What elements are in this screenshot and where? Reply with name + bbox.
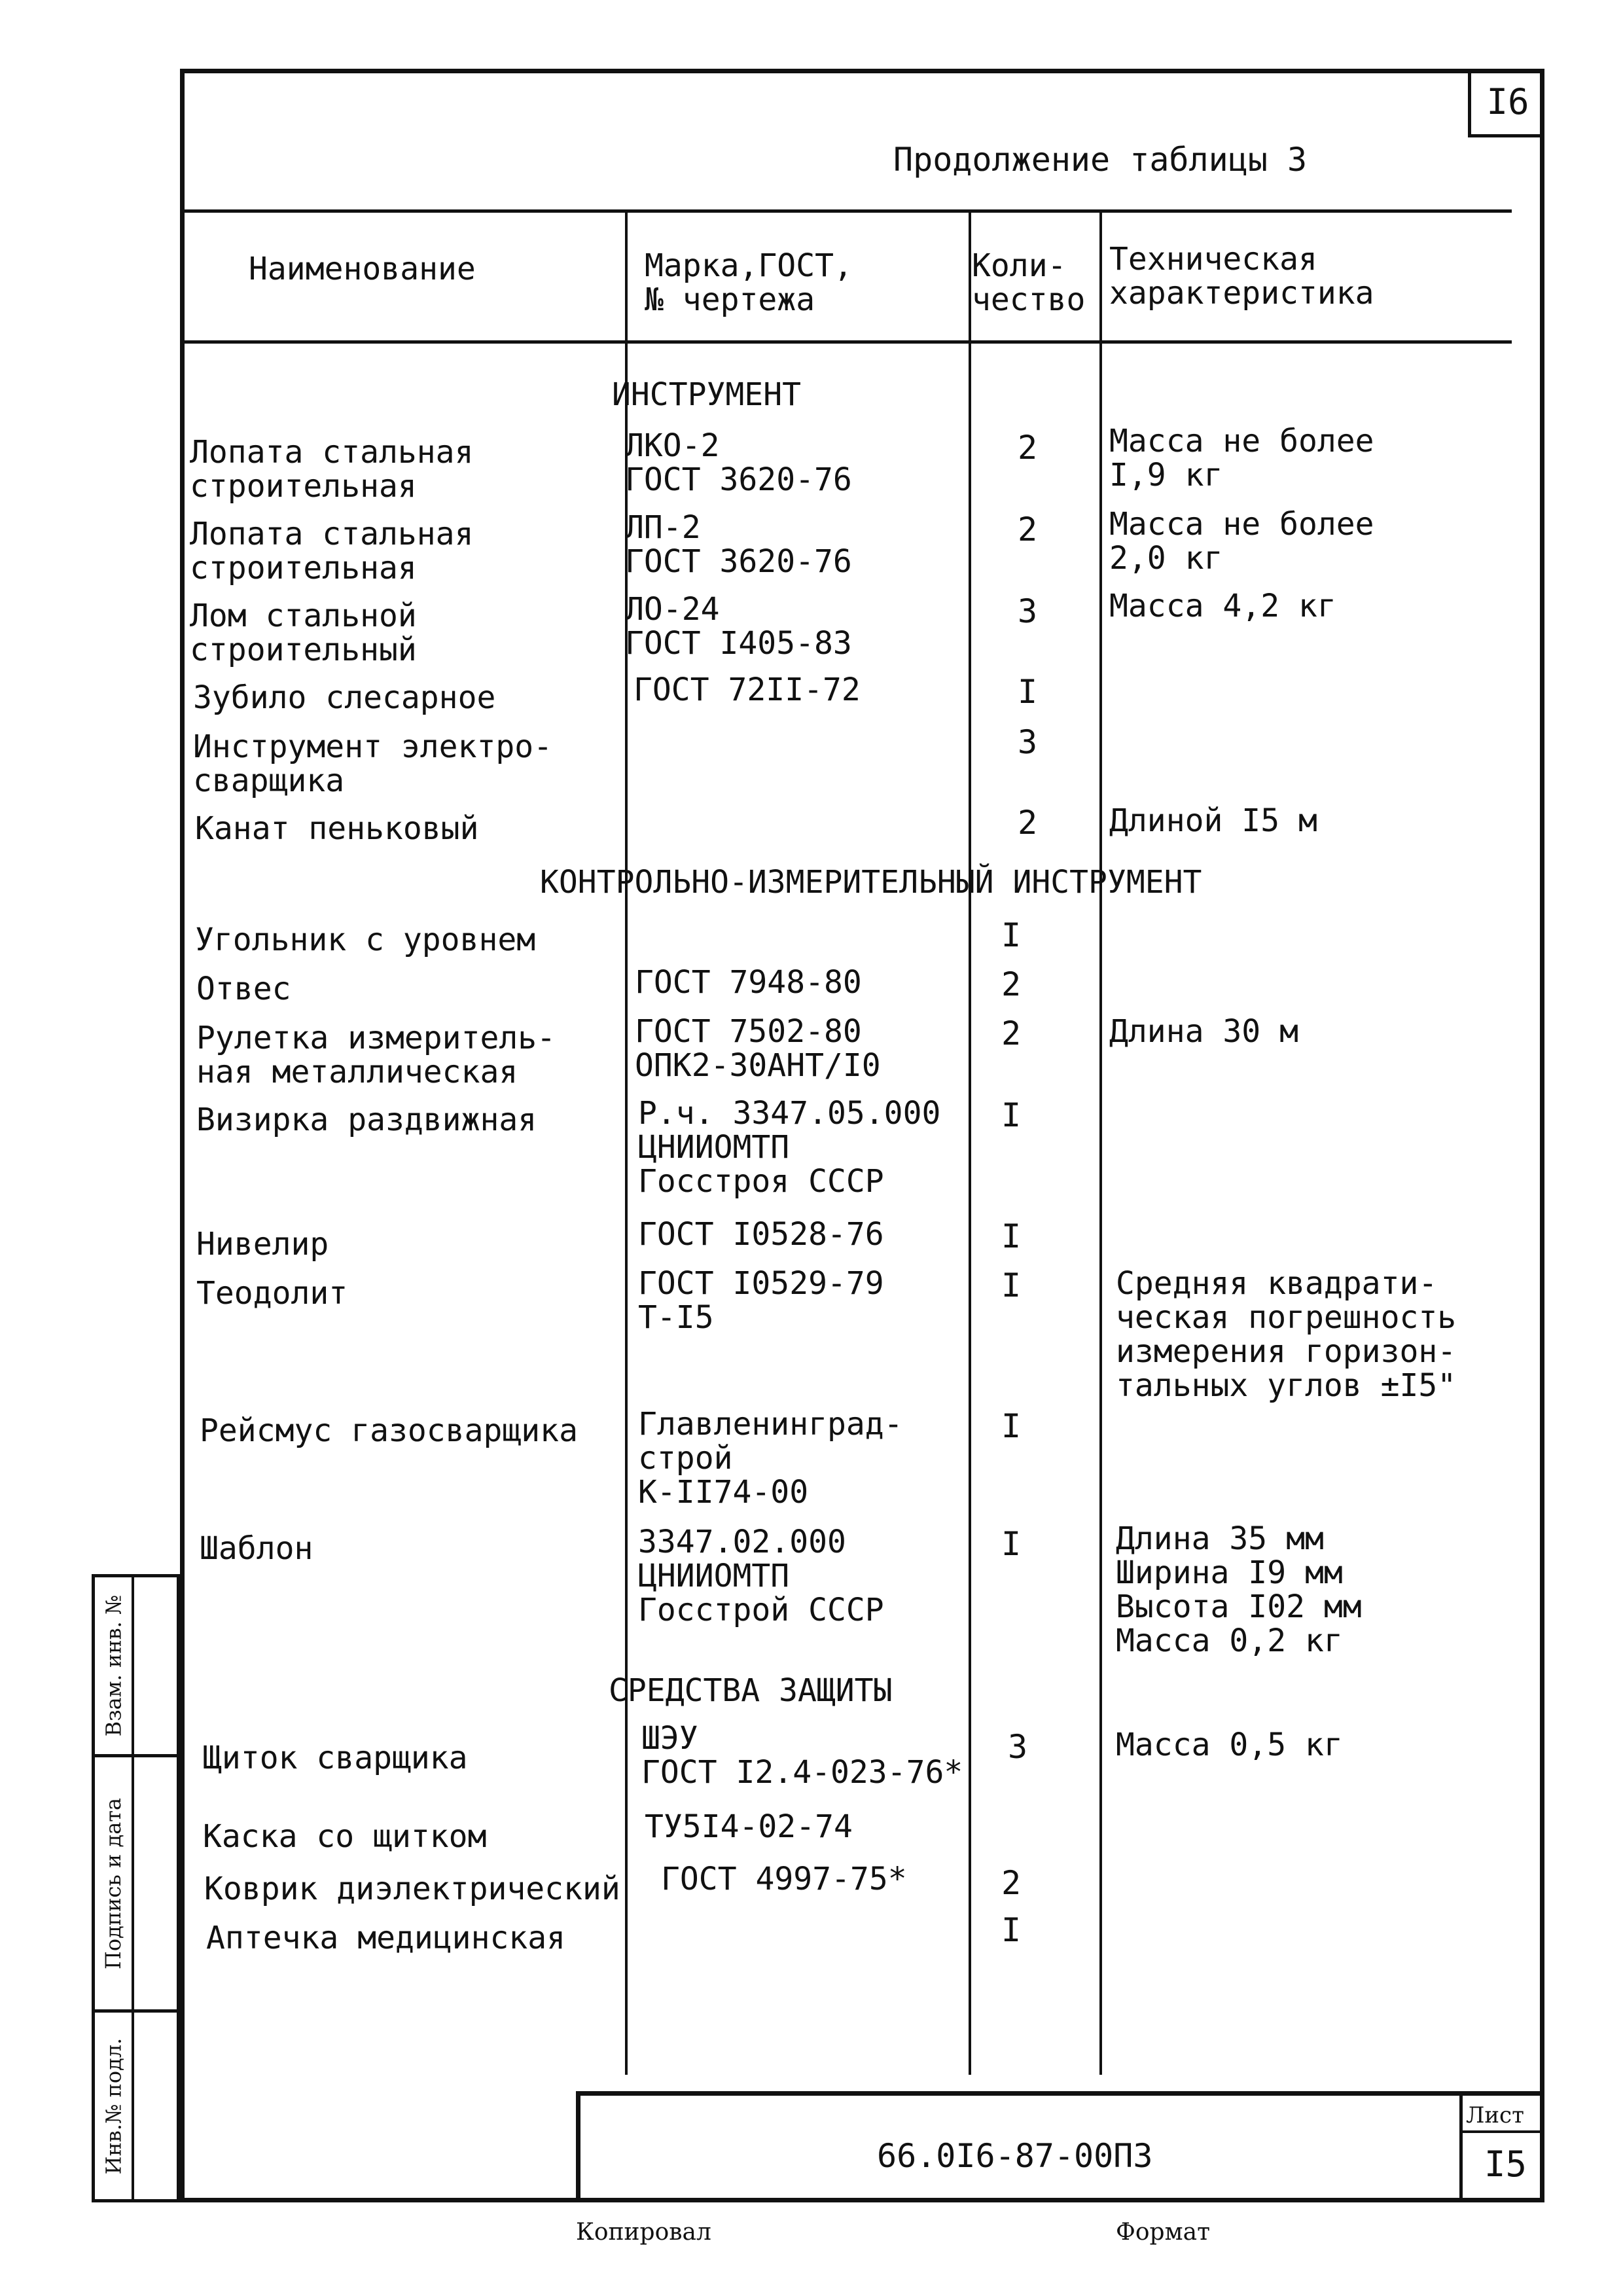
stamp-inv	[92, 2013, 180, 2202]
row-brand: ГОСТ 72II-72	[633, 672, 861, 708]
section-instrument: ИНСТРУМЕНТ	[612, 376, 801, 413]
row-brand: Р.ч. 3347.05.000 ЦНИИОМТП Госстроя СССР	[638, 1095, 941, 1200]
row-name: Нивелир	[196, 1226, 329, 1263]
row-qty: I	[1001, 1525, 1022, 1563]
row-brand: ЛП-2 ГОСТ 3620-76	[625, 509, 852, 580]
row-qty: 3	[1017, 592, 1038, 630]
row-name: Рейсмус газосварщика	[200, 1412, 578, 1449]
row-name: Аптечка медицинская	[206, 1920, 566, 1956]
row-tech: Длиной I5 м	[1109, 802, 1317, 839]
footer-format: Формат	[1116, 2219, 1210, 2246]
section-measuring: КОНТРОЛЬНО-ИЗМЕРИТЕЛЬНЫЙ ИНСТРУМЕНТ	[540, 864, 1202, 901]
row-qty: 2	[1017, 429, 1038, 467]
document-code: 66.0I6-87-00ПЗ	[877, 2137, 1153, 2175]
row-qty: I	[1017, 673, 1038, 711]
section-protection: СРЕДСТВА ЗАЩИТЫ	[609, 1672, 893, 1709]
row-qty: 2	[1017, 511, 1038, 548]
row-name: Шаблон	[200, 1530, 313, 1567]
header-bottom-rule	[183, 340, 1512, 344]
stamp-vzam-label: Взам. инв. №	[101, 1594, 126, 1737]
row-qty: I	[1001, 916, 1022, 954]
header-name: Наименование	[249, 251, 476, 287]
stamp-podpis	[92, 1757, 180, 2013]
row-name: Теодолит	[196, 1275, 348, 1312]
table-top-rule	[183, 209, 1512, 213]
row-brand: ГОСТ 7502-80 ОПК2-30АНТ/I0	[635, 1013, 881, 1084]
footer-copied: Копировал	[576, 2219, 711, 2246]
stamp-podpis-label: Подпись и дата	[101, 1797, 126, 1969]
row-brand: ШЭУ ГОСТ I2.4-023-76*	[641, 1720, 963, 1791]
row-qty: I	[1001, 1096, 1022, 1134]
row-tech: Масса не более 2,0 кг	[1109, 506, 1374, 577]
row-name: Лопата стальная строительная	[190, 434, 474, 505]
row-qty: 3	[1007, 1728, 1028, 1766]
row-qty: 2	[1017, 804, 1038, 842]
row-brand: ТУ5I4-02-74	[645, 1808, 853, 1845]
row-name: Инструмент электро- сварщика	[193, 728, 553, 799]
header-tech: Техническая характеристика	[1109, 241, 1374, 312]
row-name: Канат пеньковый	[195, 810, 479, 847]
stamp-inv-label: Инв.№ подл.	[101, 2037, 126, 2174]
stamp-vzam	[92, 1574, 180, 1757]
row-tech: Масса не более I,9 кг	[1109, 423, 1374, 493]
row-name: Коврик диэлектрический	[204, 1871, 620, 1907]
row-qty: I	[1001, 1217, 1022, 1255]
row-name: Лопата стальная строительная	[190, 516, 474, 586]
row-brand: 3347.02.000 ЦНИИОМТП Госстрой СССР	[638, 1524, 884, 1628]
row-qty: 2	[1001, 965, 1022, 1003]
row-tech: Масса 0,5 кг	[1116, 1727, 1343, 1763]
sheet-divider	[1459, 2130, 1544, 2133]
row-brand: ЛКО-2 ГОСТ 3620-76	[625, 427, 852, 498]
row-qty: I	[1001, 1266, 1022, 1304]
row-name: Угольник с уровнем	[195, 922, 536, 958]
row-name: Отвес	[196, 971, 291, 1007]
header-qty: Коли- чество	[972, 247, 1086, 318]
row-brand: ГОСТ I0529-79 Т-I5	[638, 1265, 884, 1336]
row-name: Лом стальной строительный	[190, 598, 417, 668]
row-name: Визирка раздвижная	[196, 1102, 537, 1138]
row-brand: ГОСТ 7948-80	[635, 964, 862, 1001]
row-qty: 2	[1001, 1014, 1022, 1052]
row-tech: Длина 30 м	[1109, 1013, 1298, 1050]
row-tech: Средняя квадрати- ческая погрешность измерения горизон- тальных углов ±I5"	[1116, 1265, 1457, 1404]
row-brand: ЛО-24 ГОСТ I405-83	[625, 591, 852, 662]
header-brand: Марка,ГОСТ, № чертежа	[645, 247, 853, 318]
col-divider-2	[969, 209, 971, 2075]
top-page-number: I6	[1468, 69, 1544, 137]
table-continuation-title: Продолжение таблицы 3	[893, 141, 1308, 179]
row-name: Каска со щитком	[203, 1818, 487, 1855]
row-qty: 2	[1001, 1864, 1022, 1902]
sheet-number: I5	[1484, 2144, 1527, 2185]
row-qty: I	[1001, 1407, 1022, 1445]
row-name: Рулетка измеритель- ная металлическая	[196, 1020, 556, 1090]
row-brand: Главленинград- строй К-II74-00	[638, 1406, 903, 1511]
row-name: Щиток сварщика	[203, 1740, 468, 1776]
row-tech: Длина 35 мм Ширина I9 мм Высота I02 мм Масса 0,2 кг	[1116, 1520, 1362, 1659]
row-tech: Масса 4,2 кг	[1109, 588, 1336, 624]
col-divider-3	[1099, 209, 1102, 2075]
row-qty: 3	[1017, 723, 1038, 761]
row-brand: ГОСТ 4997-75*	[661, 1861, 907, 1897]
sheet-label: Лист	[1466, 2102, 1524, 2128]
row-name: Зубило слесарное	[193, 679, 496, 716]
row-brand: ГОСТ I0528-76	[638, 1216, 884, 1253]
row-qty: I	[1001, 1911, 1022, 1949]
